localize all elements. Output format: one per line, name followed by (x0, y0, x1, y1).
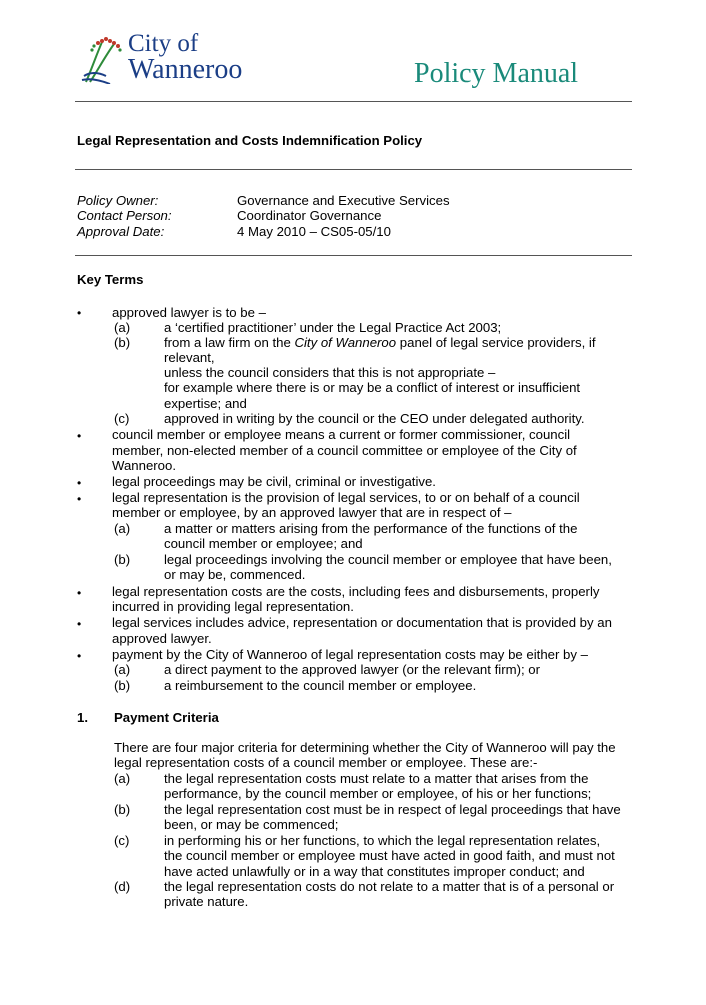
logo (80, 32, 128, 84)
term-text: council member or employee means a current or former commissioner, council (112, 427, 571, 442)
item-text: unless the council considers that this is not appropriate – (164, 365, 496, 380)
item-text: expertise; and (164, 396, 247, 411)
item-text: private nature. (164, 894, 249, 909)
item-text: the legal representation cost must be in respect of legal proceedings that have (164, 802, 621, 817)
item-text: or may be, commenced. (164, 567, 306, 582)
item-text: legal proceedings involving the council member or employee that have been, (164, 552, 612, 567)
item-label: (a) (114, 662, 131, 677)
item-text: a ‘certified practitioner’ under the Legal Practice Act 2003; (164, 320, 502, 335)
item-label: (d) (114, 879, 131, 894)
item-label: (b) (114, 678, 131, 693)
bullet-icon: • (77, 617, 82, 631)
section-number: 1. (77, 710, 88, 725)
item-label: (b) (114, 552, 131, 567)
item-text: performance, by the council member or employee, of his or her functions; (164, 786, 592, 801)
text-run: from a law firm on the (164, 335, 295, 350)
term-text: incurred in providing legal representation. (112, 599, 354, 614)
term-text: approved lawyer. (112, 631, 212, 646)
bullet-icon: • (77, 492, 82, 506)
term-text: member or employee, by an approved lawyer that are in respect of – (112, 505, 512, 520)
meta-label: Policy Owner: (77, 193, 159, 208)
meta-value: 4 May 2010 – CS05-05/10 (237, 224, 391, 239)
term-text: approved lawyer is to be – (112, 305, 266, 320)
bullet-icon: • (77, 586, 82, 600)
item-label: (a) (114, 771, 131, 786)
item-text: have acted unlawfully or in a way that constitutes improper conduct; and (164, 864, 585, 879)
term-text: legal representation costs are the costs, including fees and disbursements, properly (112, 584, 600, 599)
item-label: (b) (114, 802, 131, 817)
term-text: legal proceedings may be civil, criminal or investigative. (112, 474, 436, 489)
italic-text: City of Wanneroo (294, 335, 397, 350)
page-title: Legal Representation and Costs Indemnification Policy (77, 133, 423, 148)
item-text: in performing his or her functions, to which the legal representation relates, (164, 833, 601, 848)
logo-text-wanneroo: Wanneroo (128, 54, 243, 85)
bullet-icon: • (77, 476, 82, 490)
manual-title: Policy Manual (414, 58, 579, 89)
meta-label: Contact Person: (77, 208, 172, 223)
item-label: (c) (114, 411, 130, 426)
logo-text-city: City of (128, 30, 199, 57)
item-text: the council member or employee must have acted in good faith, and must not (164, 848, 615, 863)
item-text: approved in writing by the council or the CEO under delegated authority. (164, 411, 585, 426)
item-text: a matter or matters arising from the performance of the functions of the (164, 521, 578, 536)
meta-label: Approval Date: (77, 224, 165, 239)
item-text: a direct payment to the approved lawyer (or the relevant firm); or (164, 662, 541, 677)
term-text: payment by the City of Wanneroo of legal representation costs may be either by – (112, 647, 588, 662)
item-label: (b) (114, 335, 131, 350)
paragraph-text: There are four major criteria for determining whether the City of Wanneroo will pay the (114, 740, 616, 755)
divider (75, 255, 632, 256)
divider (75, 101, 632, 102)
bullet-icon: • (77, 306, 82, 320)
paragraph-text: legal representation costs of a council member or employee. These are:- (114, 755, 538, 770)
bullet-icon: • (77, 649, 82, 663)
term-text: Wanneroo. (112, 458, 177, 473)
item-label: (a) (114, 320, 131, 335)
item-text: the legal representation costs must relate to a matter that arises from the (164, 771, 589, 786)
section-heading: Key Terms (77, 272, 144, 287)
term-text: legal services includes advice, representation or documentation that is provided by an (112, 615, 612, 630)
kangaroo-paw-icon (80, 32, 128, 84)
meta-value: Governance and Executive Services (237, 193, 450, 208)
divider (75, 169, 632, 170)
section-heading: Payment Criteria (114, 710, 219, 725)
item-text: relevant, (164, 350, 215, 365)
item-label: (a) (114, 521, 131, 536)
term-text: legal representation is the provision of legal services, to or on behalf of a council (112, 490, 580, 505)
bullet-icon: • (77, 429, 82, 443)
meta-value: Coordinator Governance (237, 208, 382, 223)
item-text: the legal representation costs do not relate to a matter that is of a personal or (164, 879, 615, 894)
item-label: (c) (114, 833, 130, 848)
item-text: been, or may be commenced; (164, 817, 339, 832)
term-text: member, non-elected member of a council committee or employee of the City of (112, 443, 577, 458)
item-text: for example where there is or may be a conflict of interest or insufficient (164, 380, 581, 395)
item-text (164, 335, 596, 351)
item-text: a reimbursement to the council member or employee. (164, 678, 477, 693)
item-text: council member or employee; and (164, 536, 363, 551)
text-run: panel of legal service providers, if (396, 335, 596, 350)
